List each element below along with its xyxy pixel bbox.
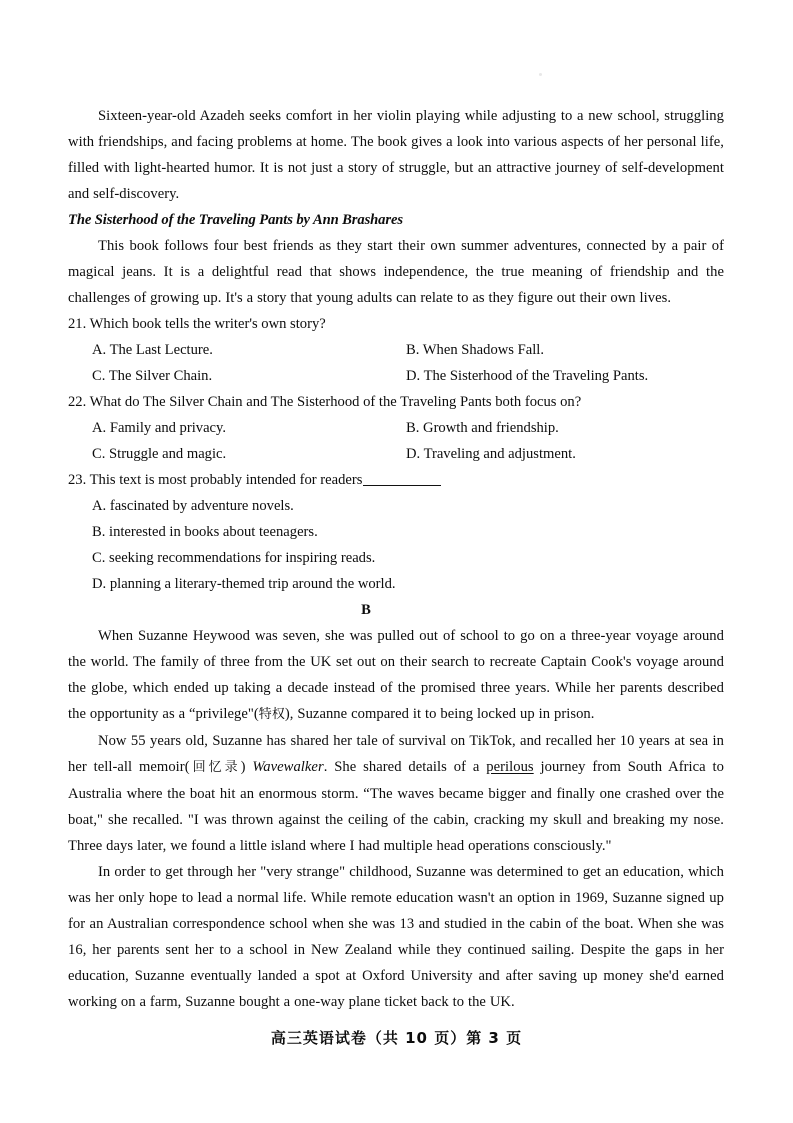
sb-p2-text-4: journey from South Africa to Australia where the boat hit an enormous storm. “The waves became bigger and finally one crashed over the boat," she recalled. "I was thrown against the ceiling of the cabin, cracking my skull and breaking my nose. Three days later, we found a little island where I had multiple head operations consciously." (68, 759, 725, 854)
book-title-sisterhood: The Sisterhood of the Traveling Pants by Ann Brashares (68, 212, 403, 228)
question-21-stem (68, 311, 724, 337)
section-b-paragraph-1 (68, 623, 724, 728)
question-23-option-c[interactable]: C. seeking recommendations for inspiring reads. (92, 550, 376, 566)
question-22-option-c[interactable]: C. Struggle and magic. (92, 446, 227, 462)
answer-blank[interactable] (363, 485, 441, 486)
question-22-options-row-2 (68, 441, 724, 467)
question-22-option-d[interactable]: D. Traveling and adjustment. (406, 446, 576, 462)
sb-p2-underlined-word-perilous: perilous (486, 759, 534, 775)
section-b-paragraph-2 (68, 728, 724, 859)
question-22-options-row-1 (68, 415, 724, 441)
question-23-number: 23. (68, 472, 87, 488)
question-22-option-b[interactable]: B. Growth and friendship. (406, 420, 559, 436)
sb-p2-text-1: Now 55 years old, Suzanne has shared her tale of survival on TikTok, and recalled her 10 years at sea in her tell-all memoir( (68, 733, 724, 775)
question-22-option-a[interactable]: A. Family and privacy. (92, 420, 227, 436)
section-b-paragraph-3: In order to get through her "very strange" childhood, Suzanne was determined to get an education, which was her only hope to lead a normal life. While remote education wasn't an option in 1969, Suzanne signed up for an Australian correspondence school when she was 13 and studied in the cabin of the boat. When she was 16, her parents sent her to a school in New Zealand while they continued sailing. Despite the gaps in her education, Suzanne eventually landed a spot at Oxford University and after saving up money she'd earned working on a farm, Suzanne bought a one-way plane ticket back to the UK. (68, 864, 724, 1010)
question-23-stem (68, 467, 724, 493)
sb-p2-text-3: . She shared details of a (323, 759, 487, 775)
sb-p1-text-2: ), Suzanne compared it to being locked up in prison. (284, 706, 595, 722)
question-21-option-a[interactable]: A. The Last Lecture. (92, 342, 213, 358)
question-23-text: This text is most probably intended for readers (89, 472, 363, 488)
question-21-option-c[interactable]: C. The Silver Chain. (92, 368, 213, 384)
page-content (68, 103, 724, 1015)
question-23-option-b[interactable]: B. interested in books about teenagers. (92, 524, 318, 540)
question-22-stem (68, 389, 724, 415)
question-22-text: What do The Silver Chain and The Sisterhood of the Traveling Pants both focus on? (89, 394, 582, 410)
question-23-option-d[interactable]: D. planning a literary-themed trip around the world. (92, 576, 396, 592)
sb-p1-gloss-privilege: 特权 (258, 707, 285, 722)
question-22-number: 22. (68, 394, 87, 410)
sb-p2-text-2: ) (240, 759, 253, 775)
page-footer: 高三英语试卷（共 10 页）第 3 页 (270, 1029, 523, 1047)
question-21-option-b[interactable]: B. When Shadows Fall. (406, 342, 544, 358)
sb-p2-gloss-memoir: 回忆录 (189, 760, 241, 775)
scan-artifact (539, 73, 542, 76)
question-21-options-row-1 (68, 337, 724, 363)
question-21-text: Which book tells the writer's own story? (89, 316, 326, 332)
sb-p2-book-title-wavewalker: Wavewalker (252, 759, 324, 775)
paragraph-sisterhood: This book follows four best friends as they start their own summer adventures, connected by a pair of magical jeans. It is a delightful read that shows independence, the true meaning of friendship and the challenges of growing up. It's a story that young adults can relate to as they figure out their own lives. (68, 238, 724, 306)
section-letter-b: B (361, 602, 371, 618)
sb-p1-text-1: When Suzanne Heywood was seven, she was pulled out of school to go on a three-year voyage around the world. The family of three from the UK set out on their search to recreate Captain Cook's voyage around the globe, which ended up taking a decade instead of the promised three years. While her parents described the opportunity as a “privilege"( (68, 628, 724, 722)
question-21-option-d[interactable]: D. The Sisterhood of the Traveling Pants. (406, 368, 649, 384)
question-21-number: 21. (68, 316, 87, 332)
paragraph-azadeh: Sixteen-year-old Azadeh seeks comfort in her violin playing while adjusting to a new school, struggling with friendships, and facing problems at home. The book gives a look into various aspects of her personal life, filled with light-hearted humor. It is not just a story of struggle, but an attractive journey of self-development and self-discovery. (68, 108, 724, 202)
question-21-options-row-2 (68, 363, 724, 389)
question-23-option-a[interactable]: A. fascinated by adventure novels. (92, 498, 294, 514)
